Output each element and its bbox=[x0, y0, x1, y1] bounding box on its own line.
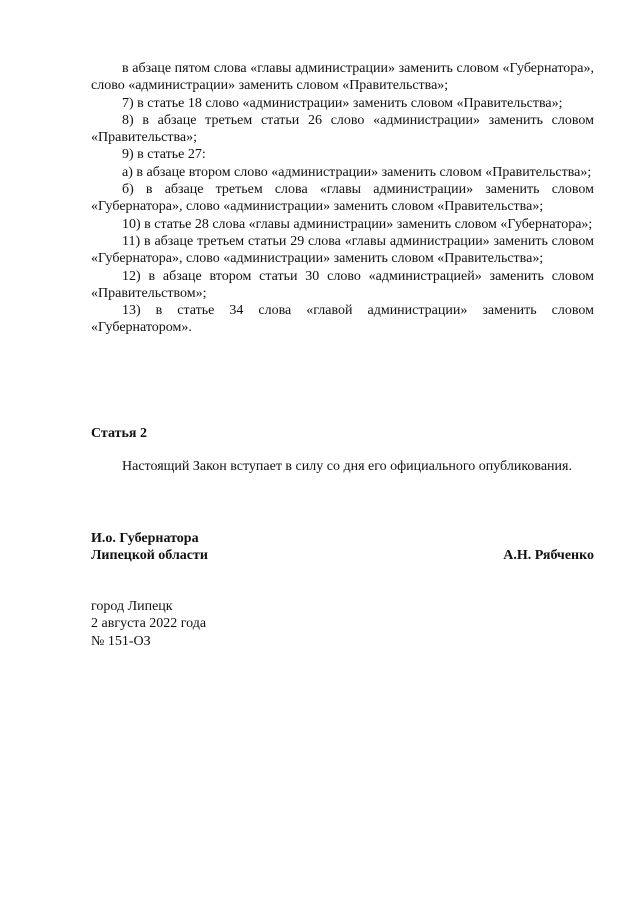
amendment-item: 13) в статье 34 слова «главой администрации» заменить словом «Губернатором». bbox=[91, 303, 594, 336]
signatory-title-line1: И.о. Губернатора bbox=[91, 531, 199, 546]
amendment-item: а) в абзаце втором слово «администрации» заменить словом «Правительства»; bbox=[122, 164, 592, 180]
date: 2 августа 2022 года bbox=[91, 616, 207, 632]
signature-block bbox=[91, 530, 594, 565]
amendment-item: 10) в статье 28 слова «главы администрации» заменить словом «Губернатора»; bbox=[122, 216, 593, 232]
law-number: № 151-ОЗ bbox=[91, 633, 151, 649]
amendment-item: б) в абзаце третьем слова «главы администрации» заменить словом «Губернатора», слово «администрации» заменить словом «Правительства»; bbox=[91, 182, 594, 215]
amendment-item: 7) в статье 18 слово «администрации» заменить словом «Правительства»; bbox=[122, 95, 563, 111]
signatory-title-line2: Липецкой области bbox=[91, 548, 208, 564]
amendment-item: 8) в абзаце третьем статьи 26 слово «администрации» заменить словом «Правительства»; bbox=[91, 112, 594, 146]
signature-row bbox=[91, 547, 594, 564]
amendments-list bbox=[91, 60, 594, 337]
article-2-heading: Статья 2 bbox=[91, 426, 147, 441]
amendment-item: 12) в абзаце втором статьи 30 слово «администрацией» заменить словом «Правительством»; bbox=[91, 268, 594, 301]
amendment-item: 9) в статье 27: bbox=[122, 147, 206, 163]
amendment-item: в абзаце пятом слова «главы администрации» заменить словом «Губернатора», слово «администрации» заменить словом «Правительства»; bbox=[91, 61, 594, 94]
city: город Липецк bbox=[91, 599, 173, 614]
place-date-block bbox=[91, 598, 206, 650]
signatory-name: А.Н. Рябченко bbox=[503, 548, 594, 564]
amendment-item: 11) в абзаце третьем статьи 29 слова «главы администрации» заменить словом «Губернатора», слово «администрации» заменить словом «Правительства»; bbox=[91, 233, 594, 267]
article-2-text: Настоящий Закон вступает в силу со дня его официального опубликования. bbox=[122, 459, 572, 474]
